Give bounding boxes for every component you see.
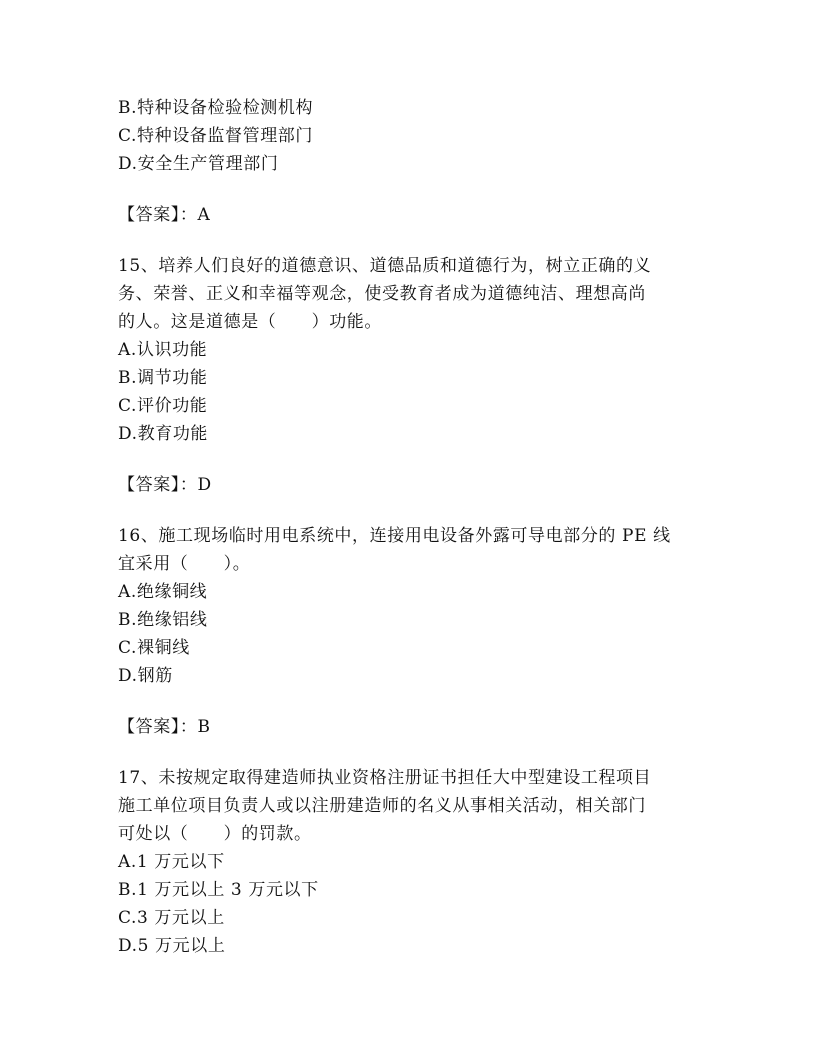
option-b: B.绝缘铝线 — [118, 610, 208, 630]
question-stem-line: 16、施工现场临时用电系统中，连接用电设备外露可导电部分的 PE 线 — [118, 526, 671, 546]
answer-15: 【答案】：D — [118, 475, 212, 495]
answer-14: 【答案】：A — [118, 205, 211, 225]
option-d: D.安全生产管理部门 — [118, 154, 279, 174]
answer-16: 【答案】：B — [118, 717, 211, 737]
question-stem-line: 的人。这是道德是（ ）功能。 — [118, 312, 382, 332]
question-stem-line: 可处以（ ）的罚款。 — [118, 824, 312, 844]
option-b: B.1 万元以上 3 万元以下 — [118, 880, 319, 900]
option-a: A.认识功能 — [118, 340, 208, 360]
option-d: D.教育功能 — [118, 424, 209, 444]
document-page — [118, 94, 698, 960]
question-stem-line: 15、培养人们良好的道德意识、道德品质和道德行为，树立正确的义 — [118, 256, 652, 276]
option-c: C.特种设备监督管理部门 — [118, 126, 314, 146]
option-c: C.裸铜线 — [118, 638, 190, 658]
question-14 — [118, 94, 698, 178]
option-a: A.1 万元以下 — [118, 852, 225, 872]
option-a: A.绝缘铜线 — [118, 582, 208, 602]
option-d: D.钢筋 — [118, 666, 173, 686]
question-17 — [118, 764, 698, 960]
question-15 — [118, 252, 698, 448]
option-b: B.调节功能 — [118, 368, 208, 388]
option-c: C.3 万元以上 — [118, 908, 225, 928]
question-stem-line: 17、未按规定取得建造师执业资格注册证书担任大中型建设工程项目 — [118, 768, 652, 788]
option-d: D.5 万元以上 — [118, 936, 226, 956]
question-stem-line: 宜采用（ ）。 — [118, 554, 251, 574]
question-stem-line: 务、荣誉、正义和幸福等观念，使受教育者成为道德纯洁、理想高尚 — [118, 284, 646, 304]
option-c: C.评价功能 — [118, 396, 208, 416]
question-stem-line: 施工单位项目负责人或以注册建造师的名义从事相关活动，相关部门 — [118, 796, 646, 816]
option-b: B.特种设备检验检测机构 — [118, 98, 314, 118]
question-16 — [118, 522, 698, 690]
